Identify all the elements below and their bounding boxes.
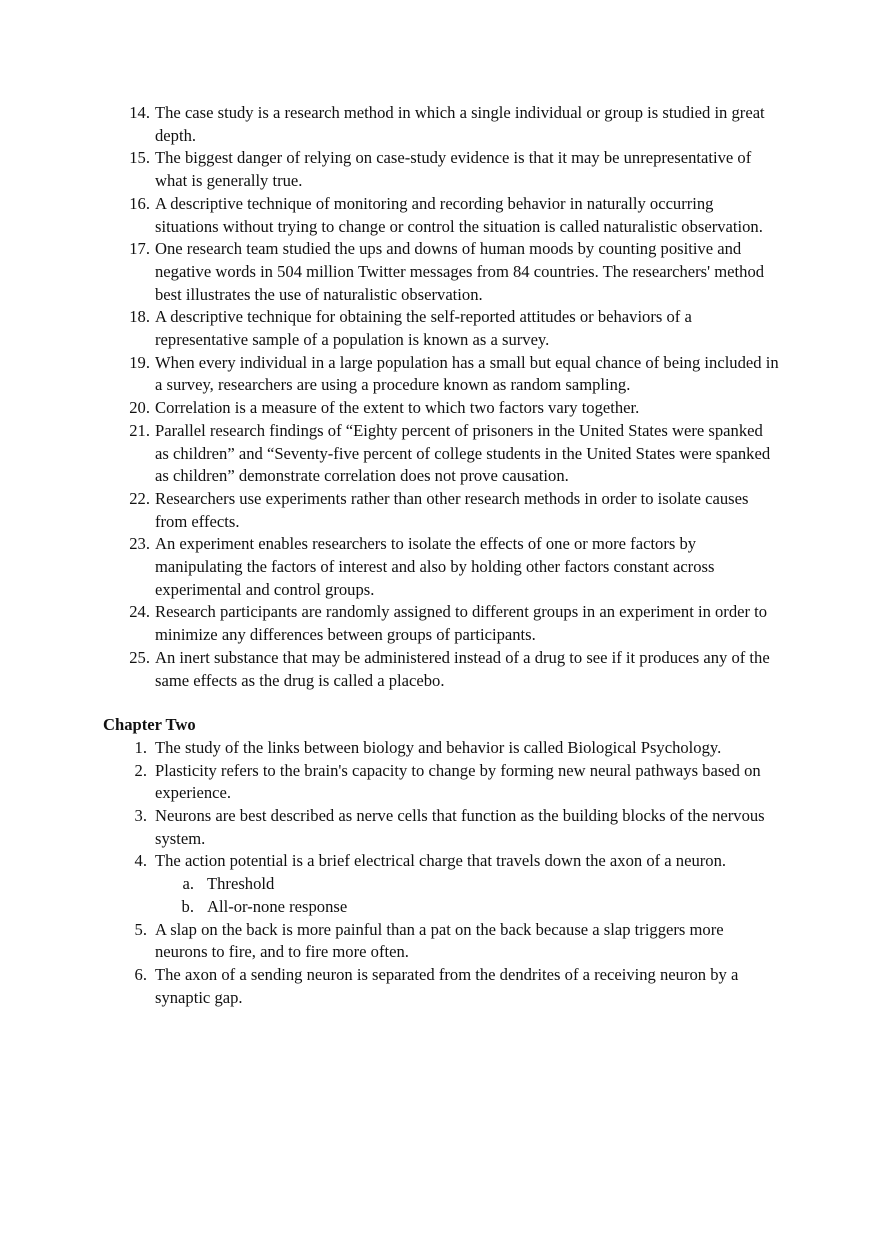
item-text: Neurons are best described as nerve cells that function as the building blocks of the nervous system. — [155, 806, 765, 848]
list-item — [0, 964, 780, 1009]
sub-list — [0, 873, 780, 918]
item-number: 17. — [129, 239, 150, 259]
sub-item-label: a. — [182, 874, 194, 894]
item-number: 4. — [134, 851, 147, 871]
sub-item-label: b. — [181, 896, 194, 916]
item-number: 5. — [134, 919, 147, 939]
item-number: 14. — [129, 103, 150, 122]
list-item — [0, 647, 780, 692]
item-number: 24. — [129, 602, 150, 622]
item-text: The action potential is a brief electrical charge that travels down the axon of a neuron. — [155, 851, 727, 871]
item-text: Correlation is a measure of the extent to which two factors vary together. — [155, 398, 640, 418]
item-text: A slap on the back is more painful than a pat on the back because a slap triggers more neurons to fire, and to fire more often. — [155, 919, 724, 962]
item-text: When every individual in a large population has a small but equal chance of being included in a survey, researchers are using a procedure known as random sampling. — [155, 352, 779, 395]
list-item — [0, 147, 780, 192]
item-number: 25. — [129, 647, 150, 667]
sub-list-item — [0, 873, 780, 896]
list-item — [0, 737, 780, 760]
item-number: 21. — [129, 420, 150, 440]
item-number: 18. — [129, 307, 150, 327]
item-number: 1. — [134, 737, 147, 757]
item-number: 2. — [134, 760, 147, 780]
item-text: The case study is a research method in which a single individual or group is studied in great depth. — [155, 103, 765, 145]
item-text: Research participants are randomly assigned to different groups in an experiment in order to minimize any differences between groups of participants. — [155, 602, 768, 645]
list-item — [0, 420, 780, 488]
item-number: 6. — [134, 965, 147, 984]
item-number: 23. — [129, 534, 150, 554]
item-number: 15. — [129, 148, 150, 168]
sub-item-text: All-or-none response — [207, 896, 348, 916]
sub-item-text: Threshold — [207, 874, 275, 894]
item-number: 22. — [129, 488, 150, 508]
list-item — [0, 919, 780, 964]
chapter-two-answer-list — [0, 737, 780, 1009]
list-item — [0, 760, 780, 805]
item-text: Researchers use experiments rather than other research methods in order to isolate causes from effects. — [155, 488, 749, 531]
list-item — [0, 193, 780, 238]
item-text: Plasticity refers to the brain's capacity to change by forming new neural pathways based on experience. — [155, 760, 761, 803]
list-item — [0, 102, 780, 147]
item-text: The biggest danger of relying on case-study evidence is that it may be unrepresentative of what is generally true. — [155, 148, 752, 191]
list-item — [0, 306, 780, 351]
list-item — [0, 850, 780, 918]
chapter-one-answer-list — [0, 102, 780, 692]
list-item — [0, 533, 780, 601]
item-number: 19. — [129, 352, 150, 372]
item-text: Parallel research findings of “Eighty percent of prisoners in the United States were spanked as children” and “Seventy-five percent of college students in the United States were spanked as children” demonstrate correlation does not prove causation. — [155, 420, 771, 486]
item-text: An experiment enables researchers to isolate the effects of one or more factors by manipulating the factors of interest and also by holding other factors constant across experimental and control groups. — [155, 534, 715, 599]
list-item — [0, 805, 780, 850]
sub-list-item — [0, 896, 780, 919]
item-text: The axon of a sending neuron is separated from the dendrites of a receiving neuron by a synaptic gap. — [155, 965, 739, 1007]
item-text: One research team studied the ups and downs of human moods by counting positive and negative words in 504 million Twitter messages from 84 countries. The researchers' method best illustrates the use of naturalistic observation. — [155, 239, 765, 304]
list-item — [0, 601, 780, 646]
list-item — [0, 352, 780, 397]
list-item — [0, 488, 780, 533]
item-text: A descriptive technique of monitoring and recording behavior in naturally occurring situations without trying to change or control the situation is called naturalistic observation. — [155, 193, 763, 236]
item-number: 20. — [129, 398, 150, 418]
item-number: 3. — [134, 806, 147, 826]
list-item — [0, 238, 780, 306]
list-item — [0, 397, 780, 420]
item-text: The study of the links between biology and behavior is called Biological Psychology. — [155, 737, 722, 757]
chapter-two-heading: Chapter Two — [103, 715, 196, 735]
item-text: An inert substance that may be administered instead of a drug to see if it produces any of the same effects as the drug is called a placebo. — [155, 647, 770, 690]
item-number: 16. — [129, 193, 150, 213]
item-text: A descriptive technique for obtaining the self-reported attitudes or behaviors of a representative sample of a population is known as a survey. — [155, 307, 692, 350]
